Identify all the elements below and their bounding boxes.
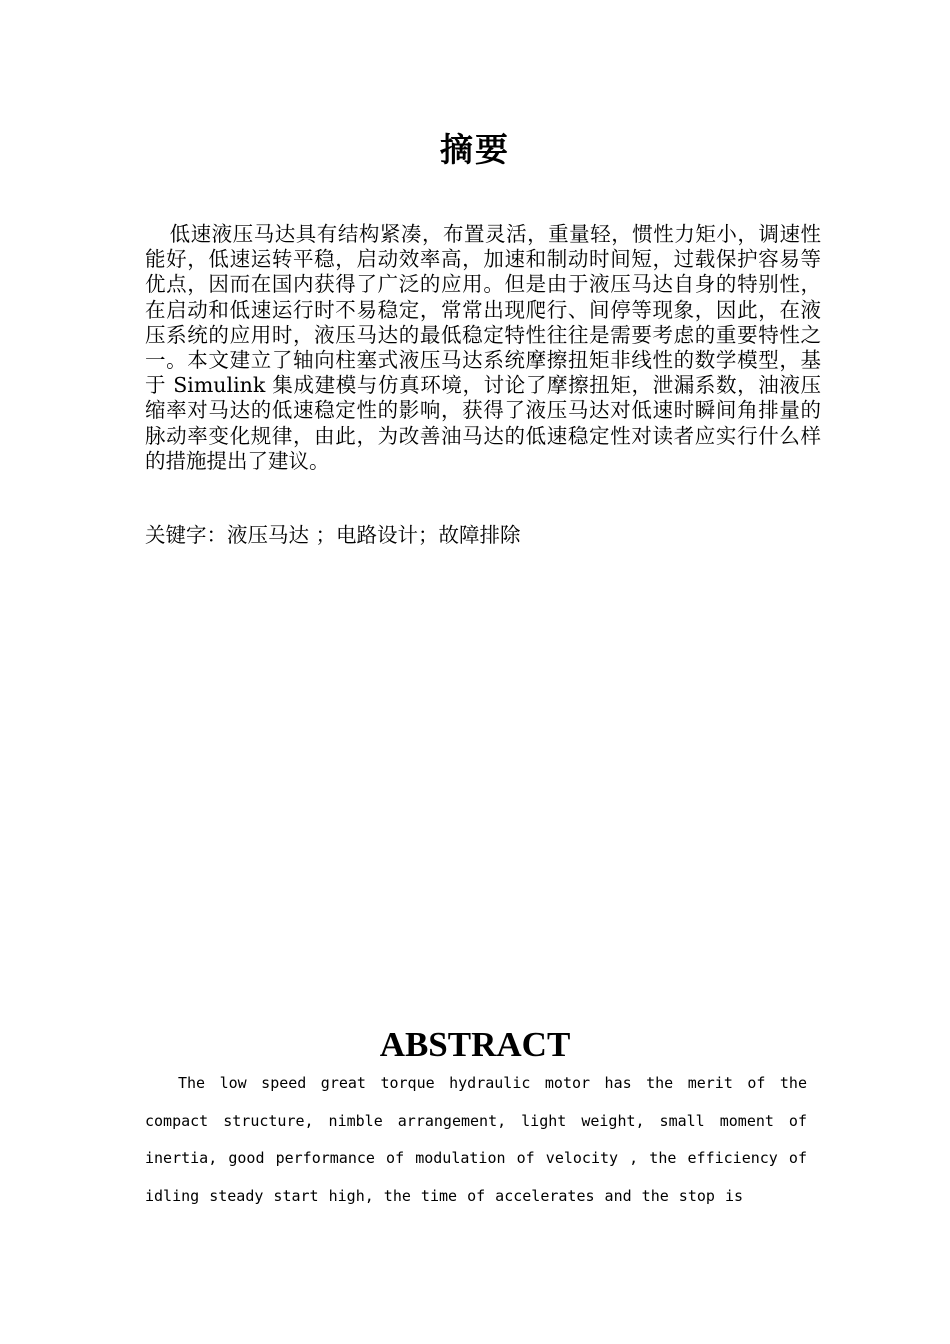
chinese-abstract-heading: 摘要 [440,130,510,169]
chinese-abstract-body: 低速液压马达具有结构紧凑，布置灵活，重量轻，惯性力矩小，调速性能好，低速运转平稳，启动效率高，加速和制动时间短，过载保护容易等优点，因而在国内获得了广泛的应用。但是由于液压马达自身的特别性，在启动和低速运行时不易稳定，常常出现爬行、间停等现象，因此，在液压系统的应用时，液压马达的最低稳定特性往往是需要考虑的重要特性之一。本文建立了轴向柱塞式液压马达系统摩擦扭矩非线性的数学模型，基于 Simulink 集成建模与仿真环境，讨论了摩擦扭矩，泄漏系数，油液压缩率对马达的低速稳定性的影响，获得了液压马达对低速时瞬间角排量的脉动率变化规律，由此，为改善油马达的低速稳定性对读者应实行什么样的措施提出了建议。 [145,222,821,473]
english-abstract-body: The low speed great torque hydraulic motor has the merit of the compact structure, nimble arrangement, light weight, small moment of inertia, good performance of modulation of velocity , the efficiency of idling steady start high, the time of accelerates and the stop is [145,1074,807,1205]
chinese-keywords: 关键字：液压马达 ；电路设计；故障排除 [145,523,521,547]
english-abstract-heading: ABSTRACT [379,1025,571,1064]
